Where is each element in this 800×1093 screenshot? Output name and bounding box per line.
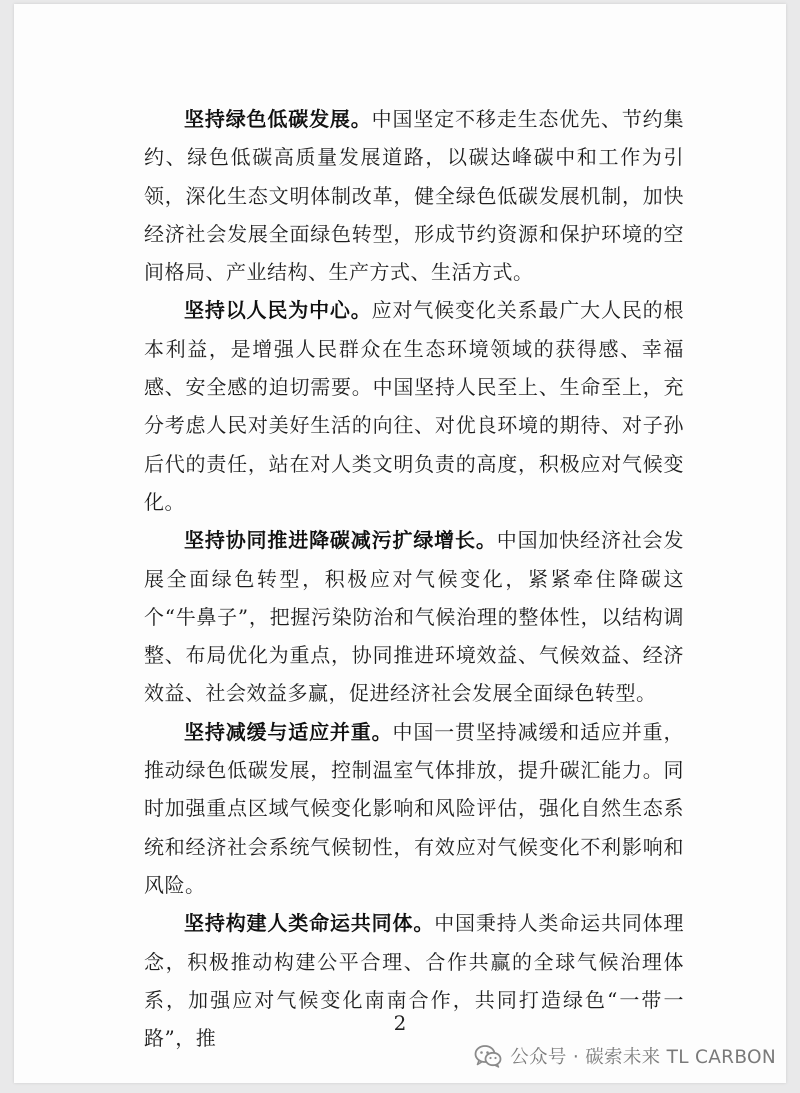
page-number: 2 (393, 1011, 407, 1035)
paragraph-heading: 坚持减缓与适应并重。 (184, 719, 393, 744)
paragraph-text: 中国秉持人类命运共同体理念，积极推动构建公平合理、合作共赢的全球气候治理体系，加强应对气候变化南南合作，共同打造绿色“一带一路”，推 (144, 911, 685, 1051)
paragraph-green-low-carbon (144, 100, 684, 291)
watermark-text: 公众号 · 碳索未来 TL CARBON (510, 1047, 776, 1068)
paragraph-people-centered (144, 291, 684, 521)
paragraph-heading: 坚持协同推进降碳减污扩绿增长。 (184, 528, 497, 553)
paragraph-mitigation-adaptation (144, 713, 684, 904)
document-page (14, 4, 786, 1083)
document-body (144, 100, 684, 1057)
watermark (474, 1043, 776, 1069)
paragraph-text: 中国坚定不移走生态优先、节约集约、绿色低碳高质量发展道路，以碳达峰碳中和工作为引领，深化生态文明体制改革，健全绿色低碳发展机制，加快经济社会发展全面绿色转型，形成节约资源和保护环境的空间格局、产业结构、生产方式、生活方式。 (144, 107, 685, 285)
paragraph-heading: 坚持以人民为中心。 (184, 298, 372, 323)
paragraph-text: 中国加快经济社会发展全面绿色转型，积极应对气候变化，紧紧牵住降碳这个“牛鼻子”，把握污染防治和气候治理的整体性，以结构调整、布局优化为重点，协同推进环境效益、气候效益、经济效益、社会效益多赢，促进经济社会发展全面绿色转型。 (144, 528, 685, 706)
paragraph-heading: 坚持构建人类命运共同体。 (184, 911, 435, 936)
paragraph-text: 中国一贯坚持减缓和适应并重，推动绿色低碳发展，控制温室气体排放，提升碳汇能力。同时加强重点区域气候变化影响和风险评估，强化自然生态系统和经济社会系统气候韧性，有效应对气候变化不利影响和风险。 (144, 719, 685, 897)
wechat-icon (474, 1044, 502, 1068)
paragraph-heading: 坚持绿色低碳发展。 (184, 107, 372, 131)
paragraph-text: 应对气候变化关系最广大人民的根本利益，是增强人民群众在生态环境领域的获得感、幸福感、安全感的迫切需要。中国坚持人民至上、生命至上，充分考虑人民对美好生活的向往、对优良环境的期待、对子孙后代的责任，站在对人类文明负责的高度，积极应对气候变化。 (144, 298, 685, 514)
paragraph-synergy (144, 521, 684, 712)
